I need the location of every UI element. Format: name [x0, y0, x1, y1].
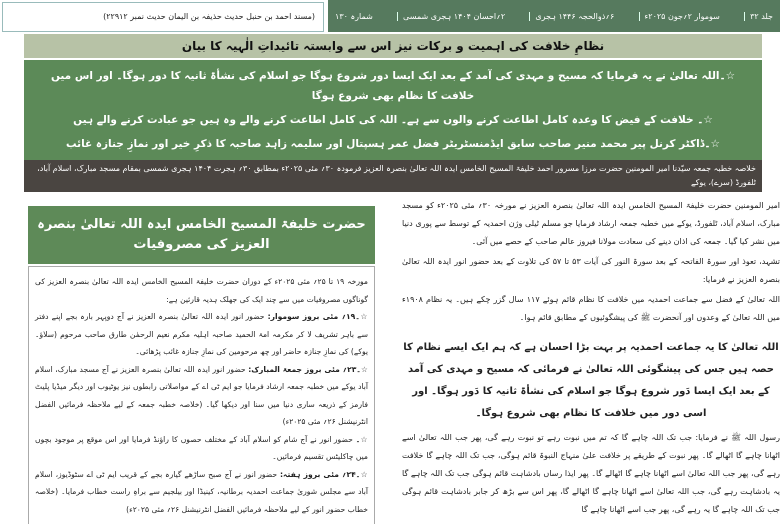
sermon-paragraph: اللہ تعالیٰ کے فضل سے جماعت احمدیہ میں خلافت کا نظام قائم ہوئے ۱۱۷ سال گزر چکے ہیں۔ یہ نظام ۱۹۰۸ء میں اللہ تعالیٰ کے وعدوں اور آنحضرت ﷺ کی پیشگوئیوں کے مطابق قائم ہوا۔ — [402, 295, 780, 322]
date-shamsi: ۲؍احسان ۱۴۰۴ ہجری شمسی — [397, 12, 510, 21]
hadith-reference-box — [2, 2, 324, 32]
activity-item — [35, 431, 368, 466]
highlights-box — [24, 60, 762, 160]
activity-date: ☆۔۱۹؍ مئی بروز سوموار: — [267, 312, 369, 321]
activity-date: ☆۔ — [355, 434, 368, 444]
sermon-paragraph: تشہد، تعوذ اور سورۃ الفاتحہ کے بعد سورۃ النور کی آیات ۵۳ تا ۵۷ کی تلاوت کے بعد حضور انور ایدہ اللہ تعالیٰ بنصرہ العزیز نے فرمایا: — [402, 257, 780, 284]
highlight-item: ☆۔ڈاکٹر کرنل پیر محمد منیر صاحب سابق ایڈمنسٹریٹر فضل عمر ہسپتال اور سلیمہ زاہد صاحبہ کا ذکرِ خیر اور نمازِ جنازہ غائب — [66, 138, 720, 150]
activity-date: ☆۔۲۳؍ مئی بروز جمعۃ المبارک: — [248, 364, 368, 374]
date-gregorian: سوموار ۲؍جون ۲۰۲۵ء — [639, 12, 725, 21]
sermon-column — [402, 197, 780, 521]
activities-box — [28, 266, 375, 524]
sermon-paragraph: امیر المومنین حضرت خلیفۃ المسیح الخامس ایدہ اللہ تعالیٰ بنصرہ العزیز نے مورخہ ۳۰؍ مئی ۲۰۲۵ء کو مسجد مبارک، اسلام آباد، ٹلفورڈ، یوکے میں خطبہ جمعہ ارشاد فرمایا جو مسلم ٹیلی وژن احمدیہ کے توسط سے پوری دنیا میں نشر کیا گیا۔ جمعہ کی اذان دینے کی سعادت مولانا فیروز عالم صاحب کے حصے میں آئی۔ — [402, 201, 780, 246]
activities-column — [28, 197, 375, 524]
volume: جلد ۳۲ — [744, 12, 778, 21]
hadith-reference: (مسند احمد بن حنبل حدیث حذیفہ بن الیمان حدیث نمبر ۲۲۹۱۲) — [103, 12, 315, 21]
issue-info-bar — [328, 0, 780, 32]
activity-text: حضور انور ایدہ اللہ تعالیٰ بنصرہ العزیز نے آج دوپہر بارہ بجے اپنے دفتر سے باہر تشریف لا کر مکرمہ امۃ الحمید صاحبہ اہلیہ مکرم نعیم الرحمٰن طارق صاحب مرحوم (سلاؤ۔ یوکے) کی نمازِ جنازہ حاضر اور چھ مرحومین کی نمازِ جنازہ غائب پڑھائی۔ — [35, 312, 368, 356]
hadith-paragraph: رسول اللہ ﷺ نے فرمایا: جب تک اللہ چاہے گا کہ تم میں نبوت رہے تو نبوت رہے گی، پھر جب اللہ تعالیٰ اسے اٹھانا چاہے گا اٹھالے گا۔ پھر نبوت کے طریقے پر خلافت علیٰ منہاج النبوۃ قائم ہوگی، جب تک اللہ چاہے گا خلافت رہے گی، پھر جب اللہ تعالیٰ اسے اٹھانا چاہے گا اٹھالے گا۔ پھر ایذا رساں بادشاہت قائم ہوگی جب تک اللہ چاہے گا یہ بادشاہت رہے گی، جب اللہ تعالیٰ اسے اٹھانا چاہے گا اٹھالے گا، پھر اس سے بڑھ کر جابر بادشاہت قائم ہوگی جب تک اللہ چاہے گا یہ رہے گی، پھر جب اسے اٹھانا چاہے گا — [402, 433, 780, 514]
headline: نظامِ خلافت کی اہمیت و برکات نیز اس سے وابستہ تائیداتِ الٰہیہ کا بیان — [24, 34, 762, 58]
columns — [0, 197, 780, 524]
activity-text: حضور انور ایدہ اللہ تعالیٰ بنصرہ العزیز نے آج مسجد مبارک، اسلام آباد یوکے میں خطبہ جمعہ ارشاد فرمایا جو ایم ٹی اے کے مواصلاتی رابطوں نیز یوٹیوب اور دیگر میڈیا پلیٹ فارمز کے ذریعہ ساری دنیا میں سنا اور دیکھا گیا۔ (خلاصہ خطبہ جمعہ کے لیے ملاحظہ فرمائیں الفضل انٹرنیشنل ۲۶؍ مئی ۲۰۲۵ء) — [35, 364, 368, 426]
activity-item — [35, 466, 368, 519]
activity-text: حضور انور نے آج شام کو اسلام آباد کے مختلف حصوں کا راؤنڈ فرمایا اور اس موقع پر موجود بچوں میں چاکلیٹس تقسیم فرمائیں۔ — [35, 434, 368, 461]
sermon-summary-bar: خلاصہ خطبہ جمعہ سیّدنا امیر المومنین حضرت مرزا مسرور احمد خلیفۃ المسیح الخامس ایدہ اللہ تعالیٰ بنصرہ العزیز فرمودہ ۳۰؍ مئی ۲۰۲۵ء بمطابق ۳۰؍ ہجرت ۱۴۰۴ ہجری شمسی بمقام مسجد مبارک، اسلام آباد، ٹلفورڈ (سرے)، یوکے — [24, 160, 762, 192]
activity-item — [35, 361, 368, 431]
date-hijri: ۶؍ذوالحجہ ۱۴۴۶ ہجری — [529, 12, 619, 21]
activity-item — [35, 308, 368, 361]
activity-date: ☆۔۲۴؍ مئی بروز ہفتہ: — [280, 469, 368, 479]
activities-intro: مورخہ ۱۹ تا ۲۵؍ مئی ۲۰۲۵ء کے دوران حضرت خلیفۃ المسیح الخامس ایدہ اللہ تعالیٰ بنصرہ العزیز کی گوناگوں مصروفیات میں سے چند ایک کی جھلک ہدیہ قارئین ہے: — [35, 277, 368, 304]
highlight-item: ☆۔اللہ تعالیٰ نے یہ فرمایا کہ مسیح و مہدی کی آمد کے بعد ایک ایسا دور شروع ہوگا جو اسلام کی نشأۃ ثانیہ کا دور ہوگا۔ اور اس میں خلافت کا نظام بھی شروع ہوگا — [50, 70, 736, 102]
activities-heading: حضرت خلیفۃ المسیح الخامس ایدہ اللہ تعالیٰ بنصرہ العزیز کی مصروفیات — [28, 206, 375, 264]
pull-quote: اللہ تعالیٰ کا یہ جماعت احمدیہ پر بہت بڑا احسان ہے کہ ہم ایک ایسے نظام کا حصہ ہیں جس کی پیشگوئی اللہ تعالیٰ نے فرمائی کہ مسیح و مہدی کی آمد کے بعد ایک ایسا دَور شروع ہوگا جو اسلام کی نشأۃ ثانیہ کا دَور ہوگا۔ اور اسی دور میں خلافت کا نظام بھی شروع ہوگا۔ — [403, 342, 779, 419]
highlight-item: ☆۔ خلافت کے فیض کا وعدہ کامل اطاعت کرنے والوں سے ہے۔ اللہ کی کامل اطاعت کرنے والے وہ ہیں جو عبادت کرنے والے ہیں — [73, 114, 713, 126]
masthead — [0, 0, 780, 34]
issue-number: شمارہ ۱۳۰ — [335, 11, 373, 21]
activity-text: حضور انور نے آج صبح ساڑھے گیارہ بجے کے قریب ایم ٹی اے سٹوڈیوز، اسلام آباد سے مجلس شوریٰ جماعت احمدیہ برطانیہ، کینیڈا اور بیلجیم سے براہِ راست خطاب فرمایا۔ (خلاصہ خطاب حضور انور کے لیے ملاحظہ فرمائیں الفضل انٹرنیشنل ۲۶؍ مئی ۲۰۲۵ء) — [35, 469, 368, 514]
